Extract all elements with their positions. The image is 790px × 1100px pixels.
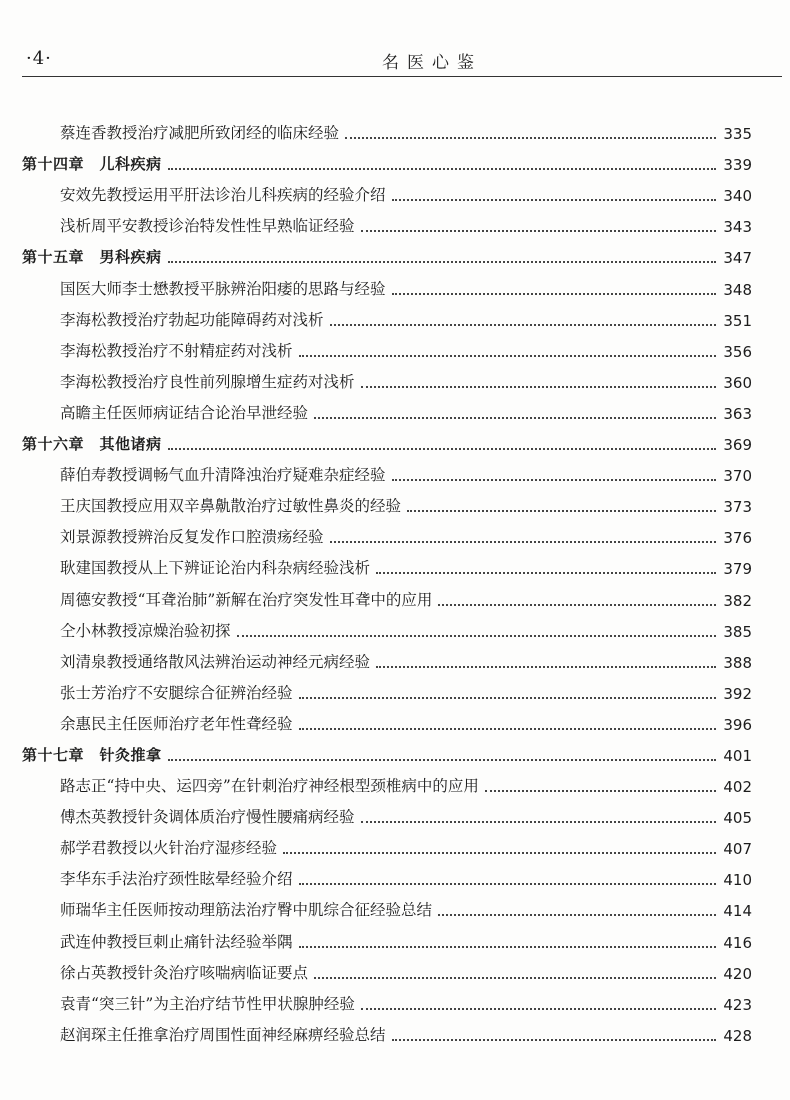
toc-leader-dots — [299, 697, 716, 699]
toc-leader-dots — [361, 821, 716, 823]
toc-page-number: 405 — [723, 809, 752, 828]
toc-entry-row — [22, 703, 752, 734]
toc-entry-row — [22, 267, 752, 298]
toc-page-number: 373 — [723, 498, 752, 517]
toc-page-number: 402 — [723, 778, 752, 797]
toc-entry-row — [22, 765, 752, 796]
toc-leader-dots — [168, 448, 716, 450]
toc-entry-title: 傅杰英教授针灸调体质治疗慢性腰痛病经验 — [60, 808, 355, 827]
toc-entry-row — [22, 454, 752, 485]
toc-leader-dots — [330, 324, 716, 326]
toc-page-number: 335 — [723, 125, 752, 144]
toc-entry-row — [22, 485, 752, 516]
toc-entry-row — [22, 392, 752, 423]
toc-chapter-title: 第十七章 针灸推拿 — [22, 745, 162, 764]
header-book-title: 名医心鉴 — [382, 53, 482, 73]
toc-page-number: 385 — [723, 622, 752, 641]
toc-leader-dots — [299, 946, 716, 948]
toc-chapter-title: 第十六章 其他诸病 — [22, 435, 162, 454]
toc-entry-title: 武连仲教授巨刺止痛针法经验举隅 — [60, 932, 293, 951]
toc-entry-row — [22, 547, 752, 578]
toc-page-number: 343 — [723, 218, 752, 237]
toc-entry-row — [22, 299, 752, 330]
toc-entry-title: 李海松教授治疗良性前列腺增生症药对浅析 — [60, 372, 355, 391]
toc-entry-row — [22, 516, 752, 547]
toc-entry-row — [22, 672, 752, 703]
toc-entry-title: 浅析周平安教授诊治特发性性早熟临证经验 — [60, 217, 355, 236]
toc-page-number: 414 — [723, 902, 752, 921]
toc-page-number: 410 — [723, 871, 752, 890]
toc-page-number: 347 — [723, 249, 752, 268]
toc-leader-dots — [314, 417, 716, 419]
toc-chapter-row — [22, 143, 752, 174]
toc-leader-dots — [438, 604, 716, 606]
toc-entry-row — [22, 112, 752, 143]
toc-chapter-title: 第十四章 儿科疾病 — [22, 155, 162, 174]
toc-leader-dots — [168, 759, 716, 761]
toc-entry-title: 徐占英教授针灸治疗咳喘病临证要点 — [60, 963, 309, 982]
toc-entry-title: 周德安教授“耳聋治肺”新解在治疗突发性耳聋中的应用 — [60, 590, 433, 609]
toc-leader-dots — [330, 541, 716, 543]
toc-entry-row — [22, 1014, 752, 1045]
toc-entry-title: 余惠民主任医师治疗老年性聋经验 — [60, 714, 293, 733]
toc-leader-dots — [392, 1039, 716, 1041]
toc-entry-title: 安效先教授运用平肝法诊治儿科疾病的经验介绍 — [60, 186, 386, 205]
toc-page-number: 392 — [723, 684, 752, 703]
toc-entry-row — [22, 858, 752, 889]
toc-entry-title: 蔡连香教授治疗减肥所致闭经的临床经验 — [60, 124, 340, 143]
toc-page-number: 339 — [723, 156, 752, 175]
toc-entry-row — [22, 952, 752, 983]
toc-entry-title: 袁青“突三针”为主治疗结节性甲状腺肿经验 — [60, 994, 355, 1013]
toc-entry-row — [22, 174, 752, 205]
header-page-number: ·4· — [26, 48, 52, 69]
toc-page-number: 376 — [723, 529, 752, 548]
toc-entry-row — [22, 641, 752, 672]
running-header — [22, 46, 782, 74]
toc-leader-dots — [485, 790, 716, 792]
toc-entry-row — [22, 610, 752, 641]
toc-entry-title: 刘景源教授辨治反复发作口腔溃疡经验 — [60, 528, 324, 547]
toc-entry-title: 郝学君教授以火针治疗湿疹经验 — [60, 839, 278, 858]
toc-leader-dots — [237, 635, 716, 637]
toc-entry-title: 王庆国教授应用双辛鼻鼽散治疗过敏性鼻炎的经验 — [60, 497, 402, 516]
toc-chapter-title: 第十五章 男科疾病 — [22, 248, 162, 267]
toc-leader-dots — [345, 137, 716, 139]
table-of-contents — [22, 112, 752, 1045]
toc-page-number: 348 — [723, 280, 752, 299]
toc-leader-dots — [392, 479, 716, 481]
toc-entry-title: 李华东手法治疗颈性眩晕经验介绍 — [60, 870, 293, 889]
toc-leader-dots — [299, 355, 716, 357]
toc-chapter-row — [22, 236, 752, 267]
toc-page-number: 388 — [723, 653, 752, 672]
toc-page-number: 382 — [723, 591, 752, 610]
toc-entry-title: 仝小林教授凉燥治验初探 — [60, 621, 231, 640]
toc-entry-row — [22, 889, 752, 920]
toc-page-number: 363 — [723, 404, 752, 423]
toc-leader-dots — [361, 230, 716, 232]
toc-leader-dots — [168, 168, 716, 170]
header-rule — [22, 76, 782, 77]
toc-entry-row — [22, 361, 752, 392]
toc-entry-title: 路志正“持中央、运四旁”在针刺治疗神经根型颈椎病中的应用 — [60, 777, 479, 796]
toc-entry-row — [22, 920, 752, 951]
toc-entry-title: 赵润琛主任推拿治疗周围性面神经麻痹经验总结 — [60, 1025, 386, 1044]
toc-entry-row — [22, 796, 752, 827]
toc-leader-dots — [283, 852, 716, 854]
toc-entry-row — [22, 205, 752, 236]
toc-leader-dots — [314, 977, 716, 979]
toc-page-number: 351 — [723, 311, 752, 330]
toc-chapter-row — [22, 734, 752, 765]
toc-page-number: 423 — [723, 995, 752, 1014]
toc-page-number: 428 — [723, 1026, 752, 1045]
toc-page-number: 416 — [723, 933, 752, 952]
toc-entry-title: 高瞻主任医师病证结合论治早泄经验 — [60, 403, 309, 422]
toc-chapter-row — [22, 423, 752, 454]
toc-entry-row — [22, 827, 752, 858]
toc-leader-dots — [299, 883, 716, 885]
toc-page-number: 407 — [723, 840, 752, 859]
toc-entry-title: 李海松教授治疗不射精症药对浅析 — [60, 341, 293, 360]
toc-leader-dots — [168, 261, 716, 263]
toc-page-number: 340 — [723, 187, 752, 206]
toc-leader-dots — [392, 293, 716, 295]
toc-entry-title: 国医大师李士懋教授平脉辨治阳痿的思路与经验 — [60, 279, 386, 298]
toc-page-number: 379 — [723, 560, 752, 579]
toc-page-number: 420 — [723, 964, 752, 983]
toc-page-number: 369 — [723, 436, 752, 455]
toc-entry-row — [22, 983, 752, 1014]
toc-entry-title: 张士芳治疗不安腿综合征辨治经验 — [60, 683, 293, 702]
toc-leader-dots — [376, 666, 716, 668]
toc-leader-dots — [438, 914, 716, 916]
toc-entry-title: 耿建国教授从上下辨证论治内科杂病经验浅析 — [60, 559, 371, 578]
toc-page-number: 396 — [723, 715, 752, 734]
toc-entry-title: 李海松教授治疗勃起功能障碍药对浅析 — [60, 310, 324, 329]
toc-entry-row — [22, 578, 752, 609]
toc-entry-row — [22, 330, 752, 361]
toc-leader-dots — [299, 728, 716, 730]
toc-page-number: 356 — [723, 342, 752, 361]
toc-entry-title: 刘清泉教授通络散风法辨治运动神经元病经验 — [60, 652, 371, 671]
toc-leader-dots — [407, 510, 716, 512]
toc-leader-dots — [361, 1008, 716, 1010]
toc-leader-dots — [392, 199, 716, 201]
toc-leader-dots — [361, 386, 716, 388]
toc-page-number: 370 — [723, 467, 752, 486]
toc-page-number: 360 — [723, 373, 752, 392]
toc-entry-title: 薛伯寿教授调畅气血升清降浊治疗疑难杂症经验 — [60, 466, 386, 485]
toc-leader-dots — [376, 572, 716, 574]
toc-page-number: 401 — [723, 746, 752, 765]
toc-entry-title: 师瑞华主任医师按动理筋法治疗臀中肌综合征经验总结 — [60, 901, 433, 920]
